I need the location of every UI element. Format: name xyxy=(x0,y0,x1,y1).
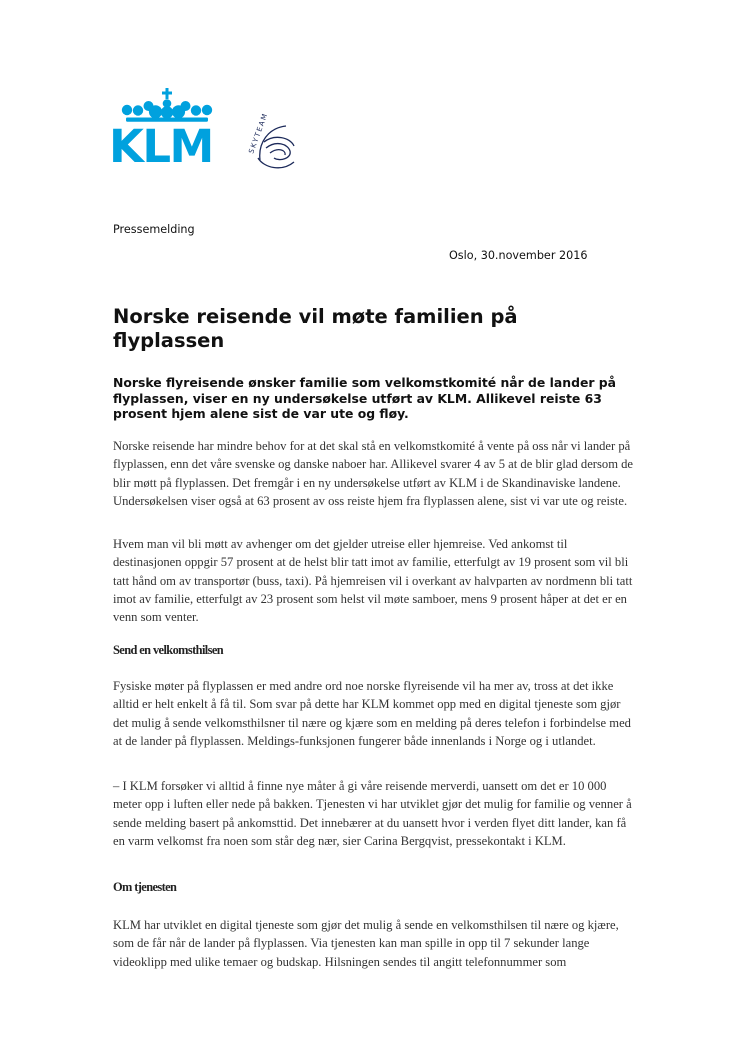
body-paragraph-3: Fysiske møter på flyplassen er med andre ord noe norske flyreisende vil ha mer av, tross at det ikke alltid er helt enkelt å få til. Som svar på dette har KLM kommet opp med en digital tjeneste som gjør det mulig å sende velkomsthilsner til nære og kjære som en melding på deres telefon i forbindelse med at de lander på flyplassen. Meldings-funksjonen fungerer både innenlands i Norge og i utlandet. xyxy=(113,679,631,748)
dateline: Oslo, 30.november 2016 xyxy=(449,249,588,262)
body-paragraph-2: Hvem man vil bli møtt av avhenger om det gjelder utreise eller hjemreise. Ved ankomst til destinasjonen oppgir 57 prosent at de helst blir tatt imot av familie, etterfulgt av 19 prosent som vil bli tatt hånd om av transportør (buss, taxi). På hjemreisen vil i overkant av halvparten av nordmenn bli tatt imot av familie, etterfulgt av 23 prosent som helst vil møte samboer, mens 9 prosent håper at det er en venn som venter. xyxy=(113,537,633,625)
subhead-om-tjenesten: Om tjenesten xyxy=(113,880,177,894)
headline: Norske reisende vil møte familien på flyplassen xyxy=(113,305,518,352)
document-type-label: Pressemelding xyxy=(113,223,195,236)
klm-skyteam-logo xyxy=(108,88,318,180)
klm-wordmark: KLM xyxy=(109,120,213,173)
subhead-send-velkomsthilsen: Send en velkomsthilsen xyxy=(113,643,224,657)
svg-text:SKYTEAM: SKYTEAM xyxy=(247,111,270,155)
body-paragraph-1: Norske reisende har mindre behov for at det skal stå en velkomstkomité å vente på oss når vi lander på flyplassen, enn det våre svenske og danske naboer har. Allikevel svarer 4 av 5 at de blir glad dersom de blir møtt på flyplassen. Det fremgår i en ny undersøkelse utført av KLM i de Skandinaviske landene. Undersøkelsen viser også at 63 prosent av oss reiste hjem fra flyplassen alene, sist vi var ute og reiste. xyxy=(113,439,634,508)
skyteam-emblem-icon xyxy=(258,126,294,168)
body-paragraph-4: – I KLM forsøker vi alltid å finne nye måter å gi våre reisende merverdi, uansett om det er 10 000 meter opp i luften eller nede på bakken. Tjenesten vi har utviklet gjør det mulig for familie og venner å sende melding basert på ankomsttid. Det innebærer at du uansett hvor i verden flyet ditt lander, kan få en varm velkomst fra noen som står deg nær, sier Carina Bergqvist, pressekontakt i KLM. xyxy=(113,779,632,848)
lead-paragraph: Norske flyreisende ønsker familie som velkomstkomité når de lander på flyplassen, viser en ny undersøkelse utført av KLM. Allikevel reiste 63 prosent hjem alene sist de var ute og fløy. xyxy=(113,375,617,421)
klm-crown-icon xyxy=(122,88,212,122)
body-paragraph-5: KLM har utviklet en digital tjeneste som gjør det mulig å sende en velkomsthilsen til nære og kjære, som de får når de lander på flyplassen. Via tjenesten kan man spille in opp til 7 sekunder lange videoklipp med ulike temaer og budskap. Hilsningen sendes til angitt telefonnummer som xyxy=(113,918,619,969)
